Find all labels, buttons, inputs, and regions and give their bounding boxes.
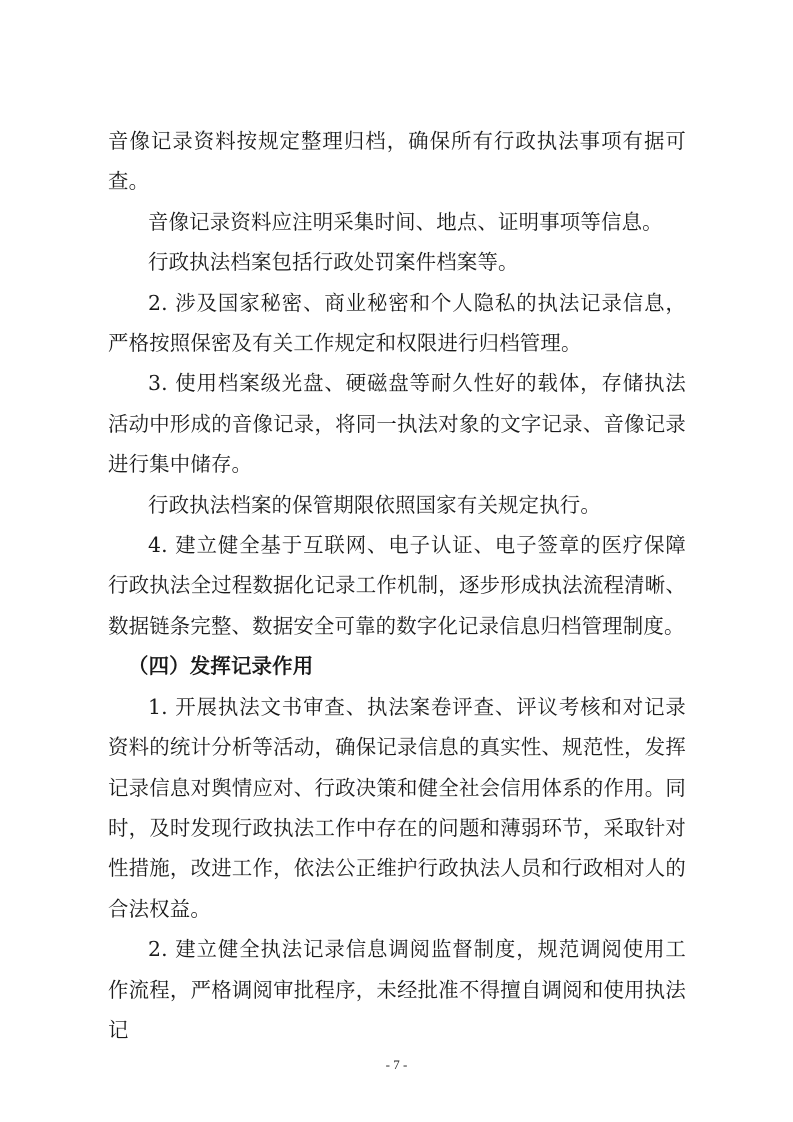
section-heading-records-role: （四）发挥记录作用	[128, 654, 314, 679]
paragraph-audio-video-info: 音像记录资料应注明采集时间、地点、证明事项等信息。	[148, 209, 663, 234]
paragraph-item-1-review: 1. 开展执法文书审查、执法案卷评查、评议考核和对记录资料的统计分析等活动，确保记录信息的真实性、规范性，发挥记录信息对舆情应对、行政决策和健全社会信用体系的作用。同时，及时发现行政执法工作中存在的问题和薄弱环节，采取针对性措施，改进工作，依法公正维护行政执法人员和行政相对人的合法权益。	[108, 694, 686, 921]
page-number: - 7 -	[385, 1057, 408, 1072]
document-body	[108, 121, 686, 1050]
paragraph-archiving-continuation: 音像记录资料按规定整理归档，确保所有行政执法事项有据可查。	[108, 129, 686, 194]
paragraph-retention-period: 行政执法档案的保管期限依照国家有关规定执行。	[148, 492, 601, 517]
paragraph-item-2-access-supervision: 2. 建立健全执法记录信息调阅监督制度，规范调阅使用工作流程，严格调阅审批程序，未经批准不得擅自调阅和使用执法记	[108, 937, 686, 1042]
paragraph-item-2-confidential: 2. 涉及国家秘密、商业秘密和个人隐私的执法记录信息，严格按照保密及有关工作规定和权限进行归档管理。	[108, 290, 686, 356]
paragraph-archive-scope: 行政执法档案包括行政处罚案件档案等。	[148, 250, 519, 275]
paragraph-item-3-storage: 3. 使用档案级光盘、硬磁盘等耐久性好的载体，存储执法活动中形成的音像记录，将同一执法对象的文字记录、音像记录进行集中储存。	[108, 371, 686, 477]
paragraph-item-4-digital-records: 4. 建立健全基于互联网、电子认证、电子签章的医疗保障行政执法全过程数据化记录工作机制，逐步形成执法流程清晰、数据链条完整、数据安全可靠的数字化记录信息归档管理制度。	[108, 533, 686, 638]
